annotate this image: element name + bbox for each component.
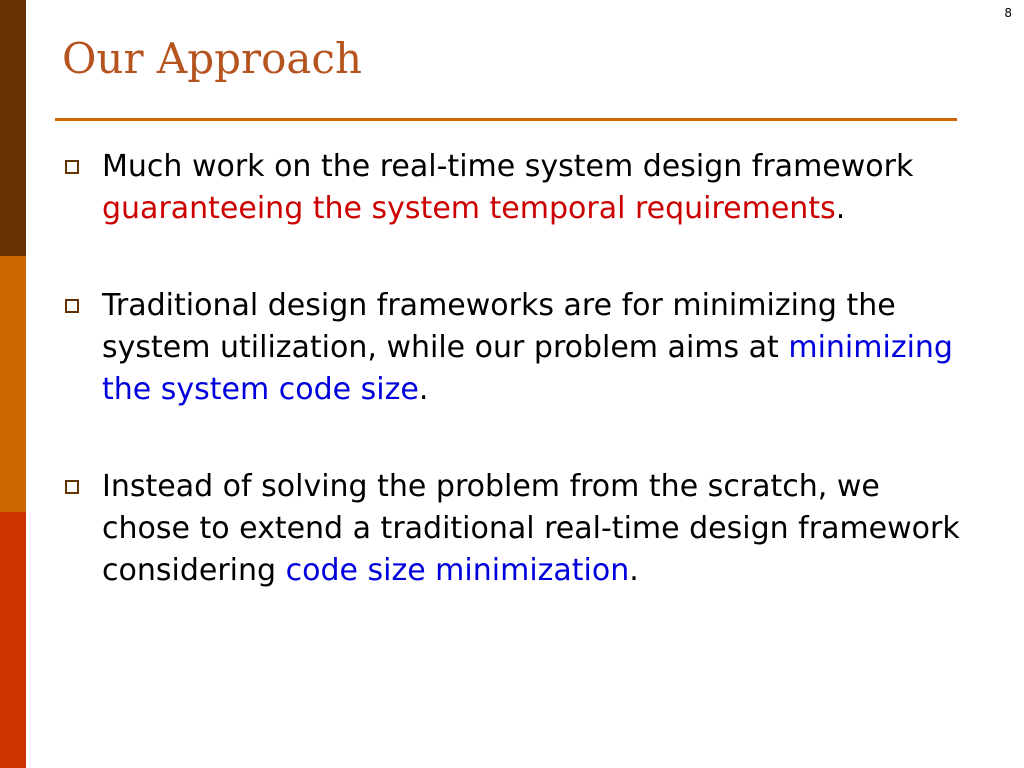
side-bar-top [0, 0, 26, 256]
bullet-highlight: guaranteeing the system temporal requirements [102, 191, 836, 226]
bullet-highlight: minimizing the system code size [102, 330, 953, 407]
bullet-highlight: code size minimization [285, 553, 630, 588]
bullet-punctuation: . [835, 191, 846, 226]
bullet-text: Instead of solving the problem from the scratch, we chose to extend a traditional real-time design framework considering [102, 469, 960, 588]
hollow-square-bullet-icon [65, 480, 79, 494]
bullet-item-2 [62, 285, 962, 411]
title-divider [55, 118, 957, 121]
hollow-square-bullet-icon [65, 160, 79, 174]
slide-title: Our Approach [62, 34, 362, 83]
side-bar-bottom [0, 512, 26, 768]
bullet-text: Much work on the real-time system design framework [102, 149, 914, 184]
bullet-punctuation: . [629, 553, 639, 588]
bullet-item-3 [62, 466, 962, 592]
bullet-text: Traditional design frameworks are for minimizing the system utilization, while our problem aims at [102, 288, 896, 365]
side-bar-middle [0, 256, 26, 512]
bullet-list [62, 146, 962, 647]
bullet-punctuation: . [418, 372, 429, 407]
hollow-square-bullet-icon [65, 299, 79, 313]
bullet-item-1 [62, 146, 962, 230]
slide-number: 8 [1004, 6, 1012, 20]
